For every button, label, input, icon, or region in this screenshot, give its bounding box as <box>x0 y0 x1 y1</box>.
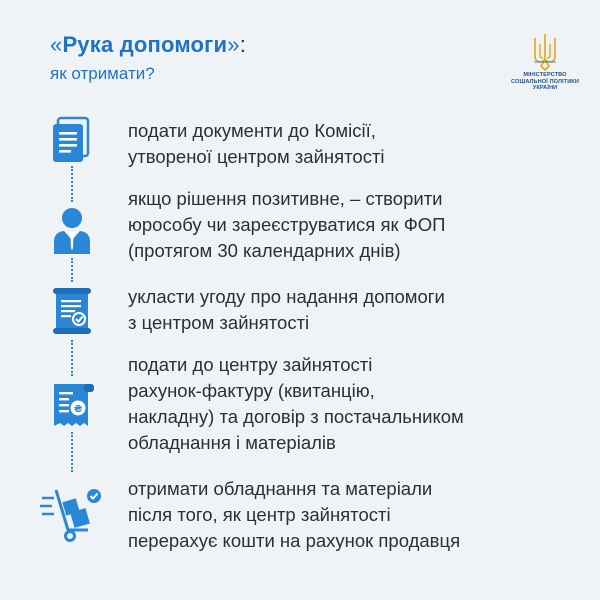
step-1-text <box>128 118 568 170</box>
page-subtitle: як отримати? <box>50 64 155 83</box>
step-line: після того, як центр зайнятості <box>128 504 391 525</box>
step-line: з центром зайнятості <box>128 312 310 333</box>
title-text: Рука допомоги <box>62 32 228 57</box>
step-1-icon <box>50 116 94 169</box>
step-connector <box>71 340 73 376</box>
step-4-icon <box>48 380 96 435</box>
contract-scroll-icon <box>50 286 94 336</box>
invoice-icon <box>48 380 96 430</box>
page-title <box>50 32 246 58</box>
step-line: подати документи до Комісії, <box>128 120 376 141</box>
ministry-logo <box>500 32 590 92</box>
logo-line: СОЦІАЛЬНОЇ ПОЛІТИКИ <box>511 78 579 85</box>
step-3-icon <box>50 286 94 341</box>
step-2-icon <box>50 206 94 259</box>
step-line: рахунок-фактуру (квитанцію, <box>128 380 375 401</box>
trident-emblem-icon <box>532 32 558 72</box>
step-line: накладну) та договір з постачальником <box>128 406 464 427</box>
logo-line: МІНІСТЕРСТВО <box>523 72 567 78</box>
step-line: отримати обладнання та матеріали <box>128 478 433 499</box>
delivery-cart-icon <box>40 482 104 544</box>
businessman-icon <box>50 206 94 254</box>
step-connector <box>71 258 73 282</box>
step-line: укласти угоду про надання допомоги <box>128 286 445 307</box>
step-2-text <box>128 186 568 264</box>
step-5-text <box>128 476 568 554</box>
step-line: обладнання і матеріалів <box>128 432 336 453</box>
step-connector <box>71 432 73 472</box>
step-line: юрособу чи зареєструватися як ФОП <box>128 214 446 235</box>
logo-line: УКРАЇНИ <box>532 85 558 92</box>
step-connector <box>71 166 73 202</box>
title-colon: : <box>239 32 247 57</box>
step-line: утвореної центром зайнятості <box>128 146 385 167</box>
documents-icon <box>50 116 94 164</box>
step-5-icon <box>40 482 104 549</box>
step-line: якщо рішення позитивне, – створити <box>128 188 443 209</box>
step-line: (протягом 30 календарних днів) <box>128 240 401 261</box>
step-line: подати до центру зайнятості <box>128 354 373 375</box>
open-quote: « <box>50 32 63 57</box>
svg-text:₴: ₴ <box>73 404 83 415</box>
close-quote: » <box>227 32 240 57</box>
step-3-text <box>128 284 568 336</box>
step-4-text <box>128 352 568 456</box>
step-line: перерахує кошти на рахунок продавця <box>128 530 461 551</box>
